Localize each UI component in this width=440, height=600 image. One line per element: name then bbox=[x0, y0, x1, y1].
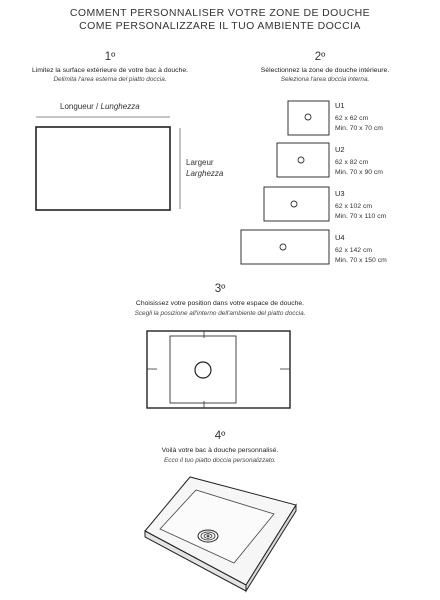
width-label-french: Largeur bbox=[186, 158, 214, 167]
zone-u4-min: Min. 70 x 150 cm bbox=[335, 257, 387, 264]
step4-number: 4º bbox=[214, 430, 226, 442]
step2-text-italian: Seleziona l'area doccia interna. bbox=[280, 76, 370, 83]
position-outer-tray bbox=[147, 331, 290, 408]
zone-u3-info bbox=[335, 189, 386, 222]
step3-number: 3º bbox=[214, 283, 226, 295]
position-diagram bbox=[147, 331, 290, 408]
step4-text-french: Voilà votre bac à douche personnalisé. bbox=[161, 447, 279, 454]
zone-u4-size: 62 x 142 cm bbox=[335, 247, 373, 254]
zone-u1-drain-icon bbox=[305, 114, 311, 120]
step1-text-italian: Delimita l'area esterna del piatto doccia. bbox=[53, 76, 167, 83]
zone-u1-code: U1 bbox=[335, 101, 345, 110]
tray-drain-icon bbox=[198, 530, 218, 542]
position-inner-zone bbox=[170, 336, 236, 403]
length-label-french: Longueur / bbox=[60, 102, 99, 111]
zone-u4-shape bbox=[241, 230, 329, 264]
outer-tray-outline bbox=[36, 127, 170, 210]
length-label-italian: Lunghezza bbox=[100, 102, 140, 111]
step2-text-french: Sélectionnez la zone de douche intérieure. bbox=[260, 67, 390, 74]
zone-u4-drain-icon bbox=[280, 244, 286, 250]
zone-u3-size: 62 x 102 cm bbox=[335, 203, 373, 210]
step2-number: 2º bbox=[314, 51, 326, 63]
zone-u2-size: 62 x 82 cm bbox=[335, 159, 369, 166]
zone-u3-drain-icon bbox=[291, 201, 297, 207]
zone-u4-code: U4 bbox=[335, 233, 345, 242]
title-italian: COME PERSONALIZZARE IL TUO AMBIENTE DOCCIA bbox=[79, 20, 361, 32]
finished-tray-illustration bbox=[145, 477, 296, 591]
step1-number: 1º bbox=[104, 51, 116, 63]
zone-u1-size: 62 x 62 cm bbox=[335, 115, 369, 122]
step3-text-french: Choisissez votre position dans votre espace de douche. bbox=[135, 300, 305, 307]
position-drain-icon bbox=[195, 362, 211, 378]
zone-u1-info bbox=[335, 101, 383, 134]
step3-text-italian: Scegli la posizione all'interno dell'ambiente del piatto doccia. bbox=[134, 310, 306, 317]
zone-u2-info bbox=[335, 145, 383, 178]
zone-u2-drain-icon bbox=[298, 157, 304, 163]
zone-u3-shape bbox=[264, 187, 329, 221]
zone-u1-shape bbox=[288, 101, 329, 135]
step1-text-french: Limitez la surface extérieure de votre bac à douche. bbox=[31, 67, 189, 74]
zone-u1-min: Min. 70 x 70 cm bbox=[335, 125, 383, 132]
zone-u2-shape bbox=[277, 143, 329, 177]
title-french: COMMENT PERSONNALISER VOTRE ZONE DE DOUCHE bbox=[69, 7, 371, 19]
zone-u3-code: U3 bbox=[335, 189, 345, 198]
zone-u4-info bbox=[335, 233, 387, 266]
zone-u2-code: U2 bbox=[335, 145, 345, 154]
zone-u3-min: Min. 70 x 110 cm bbox=[335, 213, 387, 220]
step4-text-italian: Ecco il tuo piatto doccia personalizzato. bbox=[164, 457, 276, 464]
width-label-italian: Larghezza bbox=[186, 169, 224, 178]
zone-u2-min: Min. 70 x 90 cm bbox=[335, 169, 383, 176]
